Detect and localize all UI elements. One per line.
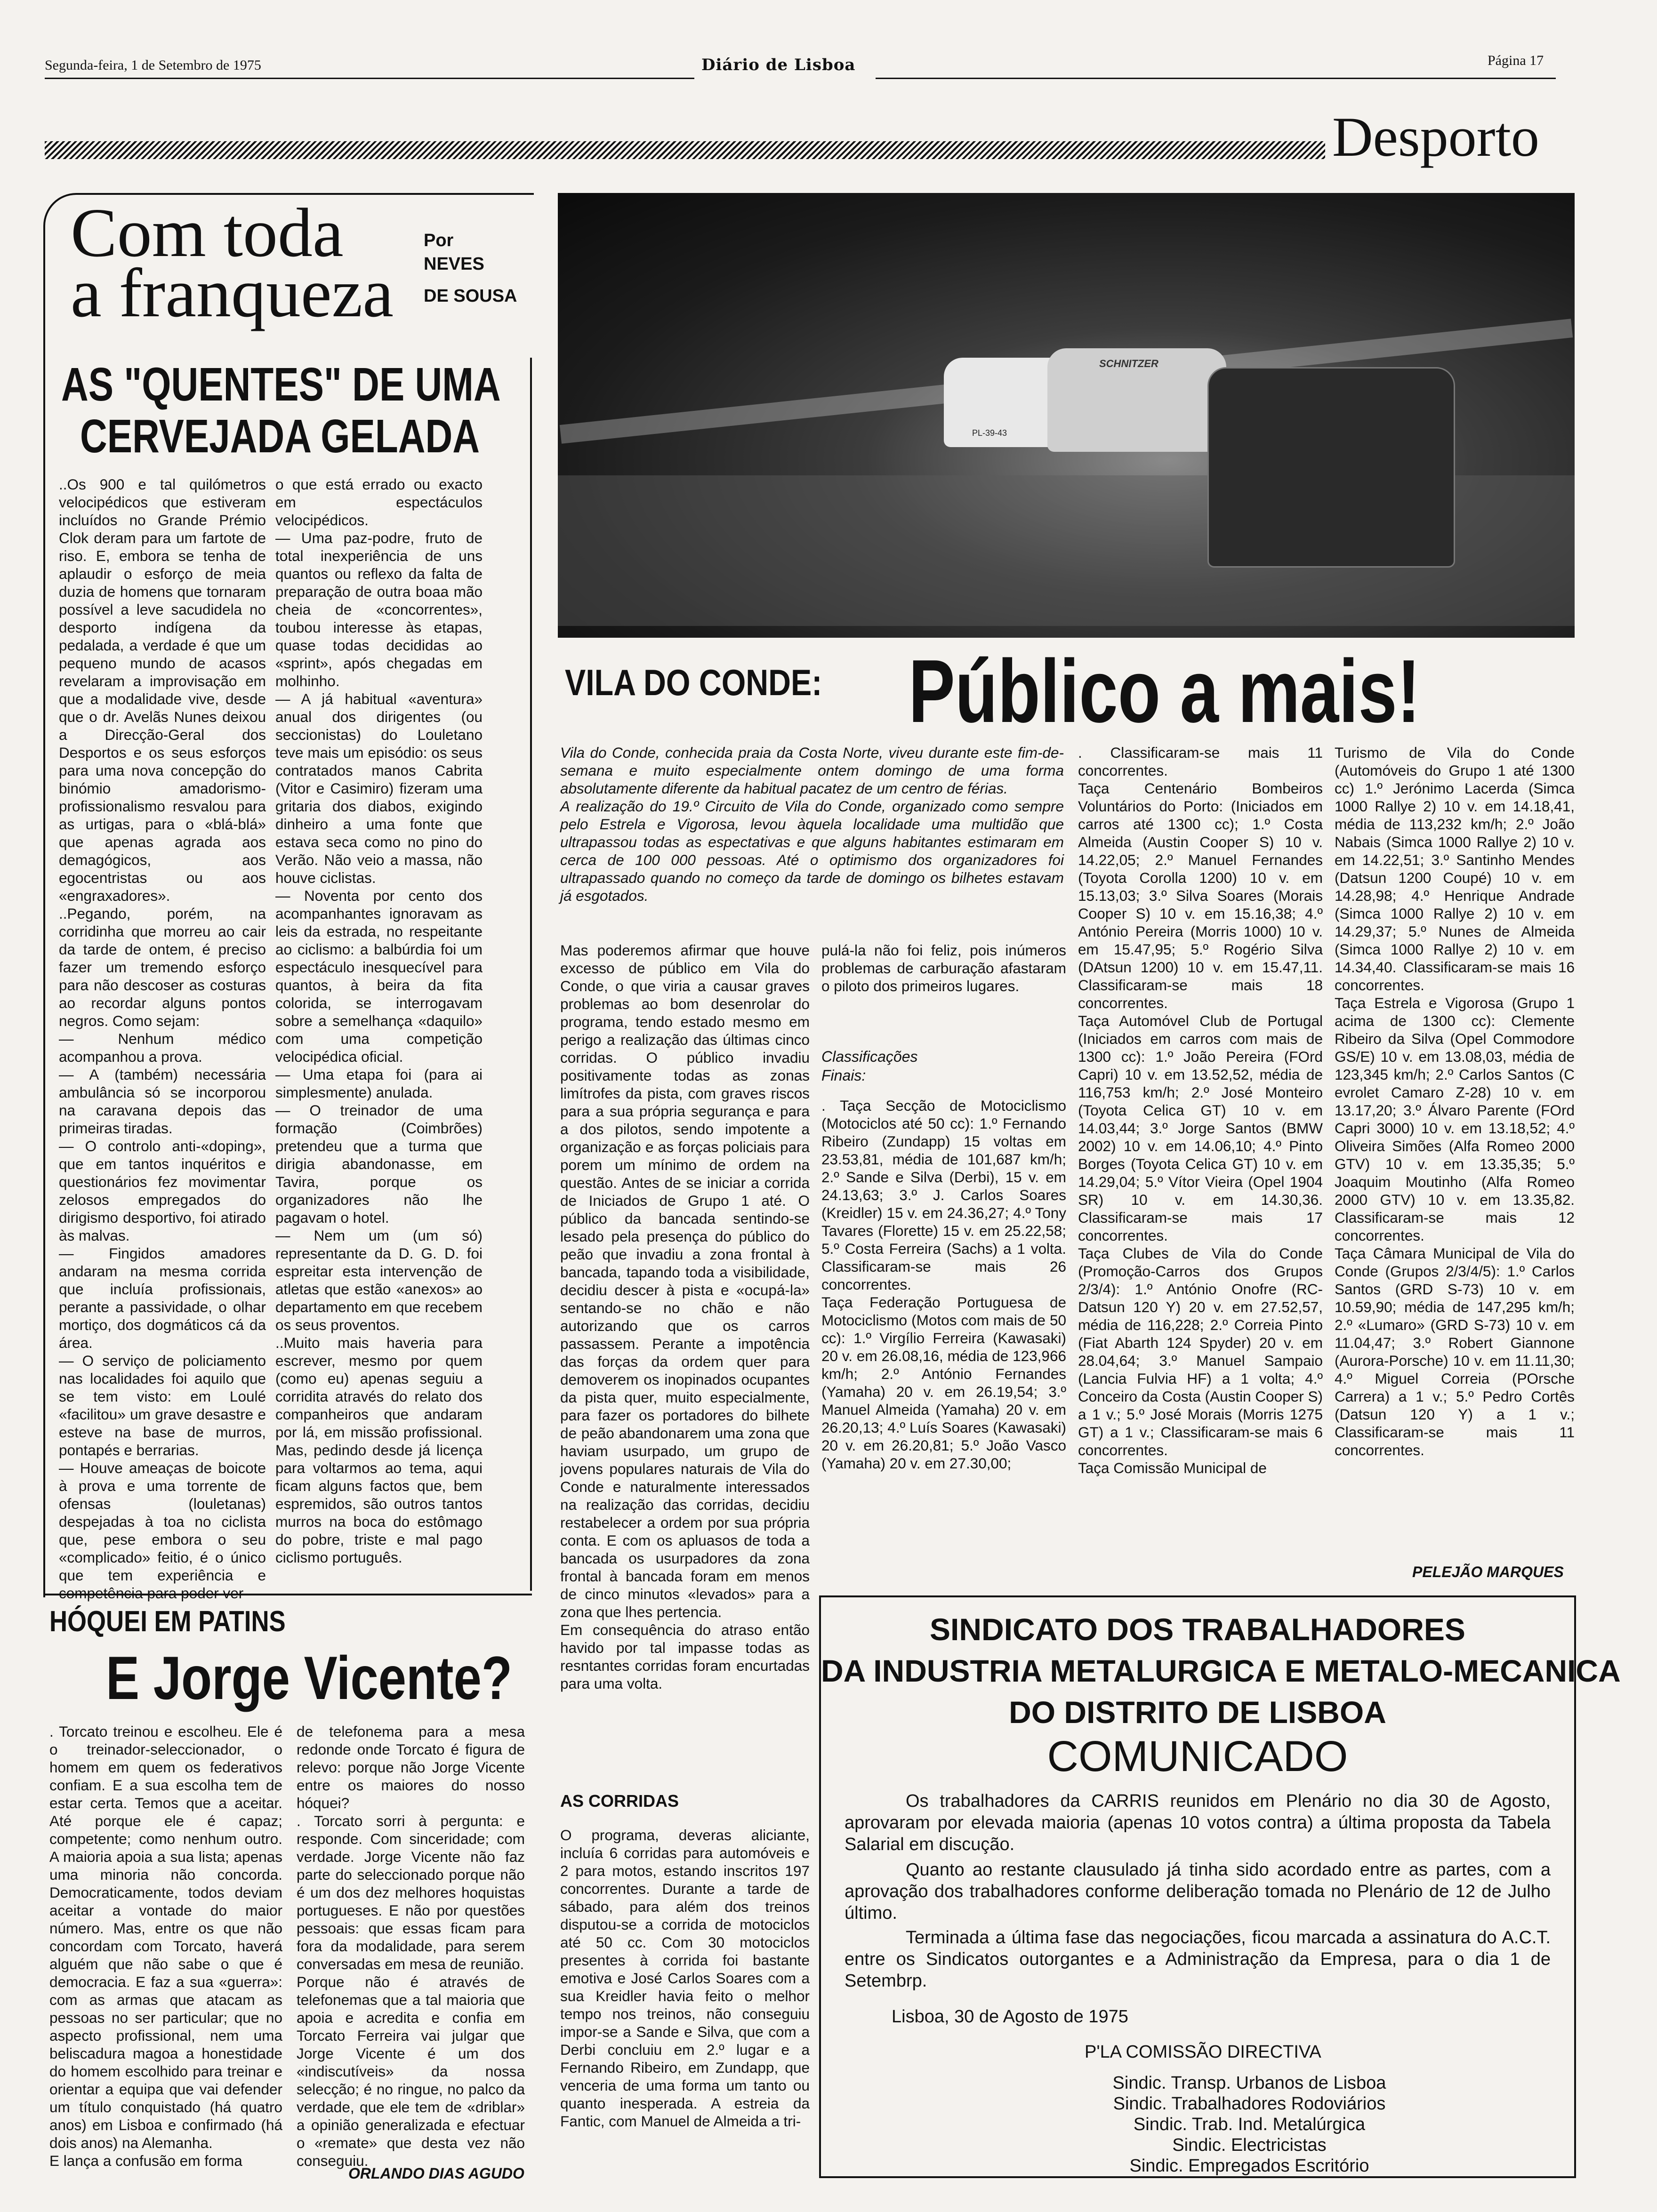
column-title-line2: a franqueza	[71, 255, 394, 332]
sindicato-paragraph1: Os trabalhadores da CARRIS reunidos em Plenário no dia 30 de Agosto, aprovaram por elevada maioria (apenas 10 votos contra) a última proposta da Tabela Salarial em discução.	[845, 1791, 1551, 1854]
section-hatch-band	[45, 141, 1325, 159]
hoquei-kicker: HÓQUEI EM PATINS	[49, 1605, 286, 1638]
vila-kicker: VILA DO CONDE:	[565, 662, 822, 703]
column-frame-right-line	[530, 358, 532, 1591]
vila-text-col1: Mas poderemos afirmar que houve excesso de público em Vila do Conde, o que viria a causar graves problemas ao bom desenrolar do programa, tendo estado mesmo em perigo a realização das últimas cinco corridas. O público invadiu positivamente todas as zonas limítrofes da pista, com graves riscos para a sua própria segurança e para a dos pilotos, sendo impotente a organização e as forças policiais para porem um mínimo de ordem na questão. Antes de se iniciar a corrida de Iniciados de Grupo 1 até. O público da bancada sentindo-se lesado pela presença do público do peão que invadiu a zona frontal à bancada, tapando toda a visibilidade, decidiu descer à pista e «ocupá-la» sentando-se no chão e não autorizando que os carros passassem. Perante a impotência das forças da ordem quer para demoverem os inopinados ocupantes da pista quer, muito especialmente, para fazer os portadores do bilhete de peão abandonarem uma zona que haviam usurpado, um grupo de jovens populares naturais de Vila do Conde e naturalmente interessados na realização das corridas, decidiu restabelecer a ordem por sua própria conta. E com os apluasos de toda a bancada os usurpadores da zona frontal à bancada foram em menos de cinco minutos «levados» para a zona que lhes pertencia. Em consequência do atraso então havido por tal impasse todas as resntantes corridas foram encurtadas para uma volta.	[560, 942, 810, 1692]
hoquei-headline: E Jorge Vicente?	[106, 1643, 513, 1712]
sindicato-signatory-5: Sindic. Empregados Escritório	[1129, 2156, 1369, 2176]
sindicato-signature-head: P'LA COMISSÃO DIRECTIVA	[1085, 2042, 1321, 2062]
sindicato-signatories	[1085, 2073, 1414, 2176]
hoquei-byline: ORLANDO DIAS AGUDO	[348, 2165, 524, 2182]
column-headline-line2: CERVEJADA GELADA	[80, 410, 480, 463]
sindicato-signatory-2: Sindic. Trabalhadores Rodoviários	[1113, 2094, 1386, 2114]
race-photo-car-dark	[1207, 367, 1455, 568]
vila-text-col2b: . Taça Secção de Motociclismo (Motociclos até 50 cc): 1.º Fernando Ribeiro (Zundapp) 15 voltas em 23.53,81, média de 101,687 km/h; 2.º Sande e Silva (Derbi), 15 v. em 24.13,63; 3.º J. Carlos Soares (Kreidler) 15 v. em 24.36,27; 4.º Tony Tavares (Florette) 15 v. em 25.22,58; 5.º Costa Ferreira (Sachs) a 1 volta. Classificaram-se mais 26 concorrentes. Taça Federação Portuguesa de Motociclismo (Motos com mais de 50 cc): 1.º Virgílio Ferreira (Kawasaki) 20 v. em 26.08,16, média de 123,966 km/h; 2.º António Fernandes (Yamaha) 20 v. em 26.19,54; 3.º Manuel Almeida (Yamaha) 20 v. em 26.20,13; 4.º Luís Soares (Kawasaki) 20 v. em 26.20,81; 5.º João Vasco (Yamaha) 20 v. em 27.30,00;	[821, 1097, 1066, 1472]
sindicato-date: Lisboa, 30 de Agosto de 1975	[892, 2007, 1128, 2027]
vila-text-col3: . Classificaram-se mais 11 concorrentes. Taça Centenário Bombeiros Voluntários do Porto: (Iniciados em carros até 1300 cc); 1.º Costa Almeida (Austin Cooper S) 10 v. 14.22,05; 2.º Manuel Fernandes (Toyota Corolla 1200) 10 v. em 15.13,03; 3.º Silva Soares (Morais Cooper S) 10 v. em 15.16,38; 4.º António Pereira (Morris 1000) 10 v. em 15.47,95; 5.º Rogério Silva (DAtsun 1200) 10 v. em 15.47,11. Classificaram-se mais 18 concorrentes. Taça Automóvel Club de Portugal (Iniciados em carros com mais de 1300 cc): 1.º João Pereira (FOrd Capri) 10 v. em 13.52,52, média de 116,753 km/h; 2.º José Monteiro (Toyota Celica GT) 10 v. em 14.03,44; 3.º Jorge Santos (BMW 2002) 10 v. em 14.06,10; 4.º Pinto Borges (Toyota Celica GT) 10 v. em 14.29,04; 5.º Vítor Vieira (Opel 1904 SR) 10 v. em 14.30,36. Classificaram-se mais 17 concorrentes. Taça Clubes de Vila do Conde (Promoção-Carros dos Grupos 2/3/4): 1.º António Onofre (RC-Datsun 120 Y) 20 v. em 27.52,57, média de 116,228; 2.º Correia Pinto (Fiat Abarth 124 Spyder) 20 v. em 28.04,64; 3.º Manuel Sampaio (Lancia Fulvia HF) a 1 volta; 4.º Conceiro da Costa (Austin Cooper S) a 1 v.; 5.º José Morais (Morris 1275 GT) a 1 v.; Classificaram-se mais 6 concorrentes. Taça Comissão Municipal de	[1078, 744, 1323, 1476]
masthead: Diário de Lisboa	[701, 56, 856, 74]
vila-byline: PELEJÃO MARQUES	[1412, 1563, 1564, 1580]
vila-text-col2a: pulá-la não foi feliz, pois inúmeros problemas de carburação afastaram o piloto dos primeiros lugares.	[821, 942, 1066, 994]
sindicato-paragraph2: Quanto ao restante clausulado já tinha sido acordado entre as partes, com a aprovação dos trabalhadores conforme deliberação tomada no Plenário de 12 de Julho último.	[845, 1860, 1551, 1923]
sindicato-signatory-3: Sindic. Trab. Ind. Metalúrgica	[1133, 2115, 1366, 2134]
sindicato-signatory-1: Sindic. Transp. Urbanos de Lisboa	[1112, 2073, 1386, 2093]
section-title: Desporto	[1332, 105, 1539, 168]
race-photo-car-label: SCHNITZER	[1099, 358, 1158, 369]
column-text-col1: ..Os 900 e tal quilómetros velocipédicos que estiveram incluídos no Grande Prémio Clok deram para um fartote de riso. E, embora se tenha de aplaudir o esforço de meia duzia de homens que tornaram possível a leve sacudidela no desporto indígena da pedalada, a verdade é que um pequeno mundo de acasos revelaram a improvisação em que a modalidade vive, desde que o dr. Avelãs Nunes deixou a Direcção-Geral dos Desportos e os seus esforços para uma nova concepção do binómio amadorismo-profissionalismo resvalou para as urtigas, para o «blá-blá» que apenas agrada aos demagógicos, aos egocentristas ou aos «engraxadores». ..Pegando, porém, na corridinha que morreu ao cair da tarde de ontem, é preciso fazer um tremendo esforço para não descoser as costuras ao recordar alguns pontos negros. Como sejam: — Nenhum médico acompanhou a prova. — A (também) necessária ambulância só se incorporou na caravana depois das primeiras tiradas. — O controlo anti-«doping», que em tantos inquéritos e questionários fez movimentar zelosos empregados do dirigismo desportivo, foi atirado às malvas. — Fingidos amadores andaram na mesma corrida que incluía profissionais, perante a passividade, o olhar mortiço, dos dogmáticos cá da área. — O serviço de policiamento nas localidades foi aquilo que se tem visto: em Loulé «facilitou» um grave desastre e esteve na base de murros, pontapés e berrarias. — Houve ameaças de boicote à prova e uma torrente de ofensas (louletanas) despejadas à toa no ciclista que, pese embora o seu «complicado» feitio, é o único que tem experiência e competência para poder ver	[59, 476, 266, 1602]
vila-corridas-head: AS CORRIDAS	[560, 1791, 679, 1811]
sindicato-title1: SINDICATO DOS TRABALHADORES	[930, 1612, 1465, 1647]
byline-name1: NEVES	[424, 254, 484, 274]
vila-classificacoes-head: Classificações Finais:	[821, 1048, 918, 1084]
column-headline-line1: AS "QUENTES" DE UMA	[61, 358, 501, 411]
vila-lead: Vila do Conde, conhecida praia da Costa Norte, viveu durante este fim-de-semana e muito especialmente ontem domingo de uma forma absolutamente diferente da habitual pacatez de um centro de férias. A realização do 19.º Circuito de Vila do Conde, organizado como sempre pelo Estrela e Vigorosa, levou àquela localidade uma multidão que ultrapassou todas as espectativas e que alguns habitantes estimaram em cerca de 100 000 pessoas. Até o optimismo dos organizadores foi ultrapassado quando no começo da tarde de domingo os bilhetes estavam já esgotados.	[560, 744, 1064, 904]
sindicato-signatory-4: Sindic. Electricistas	[1172, 2135, 1327, 2155]
hoquei-text-col2: de telefonema para a mesa redonde onde Torcato é figura de relevo: porque não Jorge Vicente entre os maiores do nosso hóquei? . Torcato sorri à pergunta: e responde. Com sinceridade; com verdade. Jorge Vicente não faz parte do seleccionado porque não é um dos dez melhores hoquistas portugueses. E não por questões pessoais: que essas ficam para fora da modalidade, para serem conversadas em mesa de reunião. Porque não é através de telefonemas que a tal maioria que apoia e acredita e confia em Torcato Ferreira vai julgar que Jorge Vicente é um dos «indiscutíveis» da nossa selecção; é no ringue, no palco da verdade, que ele tem de «driblar» a opinião generalizada e efectuar o «remate» que desta vez não conseguiu.	[297, 1723, 525, 2169]
byline-por: Por	[424, 231, 454, 250]
vila-text-col4: Turismo de Vila do Conde (Automóveis do Grupo 1 até 1300 cc) 1.º Jerónimo Lacerda (Simca 1000 Rallye 2) 10 v. em 14.18,41, média de 113,232 km/h; 2.º João Nabais (Simca 1000 Rallye 2) 10 v. em 14.22,51; 3.º Santinho Mendes (Datsun 1200 Coupé) 10 v. em 14.28,98; 4.º Henrique Andrade (Simca 1000 Rallye 2) 10 v. em 14.29,37; 5.º Nunes de Almeida (Simca 1000 Rallye 2) 10 v. em 14.34,40. Classificaram-se mais 16 concorrentes. Taça Estrela e Vigorosa (Grupo 1 acima de 1300 cc): Clemente Ribeiro da Silva (Opel Commodore GS/E) 10 v. em 13.08,03, média de 123,345 km/h; 2.º Carlos Santos (C evrolet Camaro Z-28) 10 v. em 13.17,20; 3.º Álvaro Parente (FOrd Capri 3000) 10 v. em 13.18,52; 4.º Oliveira Simões (Alfa Romeo 2000 GTV) 10 v. em 13.35,35; 5.º Joaquim Moutinho (Alfa Romeo 2000 GTV) 10 v. em 13.35,82. Classificaram-se mais 12 concorrentes. Taça Câmara Municipal de Vila do Conde (Grupos 2/3/4/5): 1.º Carlos Santos (GRD S-73) 10 v. em 10.59,90; média de 147,295 km/h; 2.º «Lumaro» (GRD S-73) 10 v. em 11.04,47; 3.º Robert Giannone (Aurora-Porsche) 10 v. em 11.11,30; 4.º Miguel Correia (POrsche Carrera) a 1 v.; 5.º Pedro Cortês (Datsun 120 Y) a 1 v.; Classificaram-se mais 11 concorrentes.	[1335, 744, 1575, 1459]
race-photo-plate: PL-39-43	[972, 428, 1007, 438]
race-photo	[558, 193, 1575, 638]
header-date: Segunda-feira, 1 de Setembro de 1975	[45, 57, 261, 73]
sindicato-notice	[819, 1595, 1621, 2178]
column-text-col2: o que está errado ou exacto em espectáculos velocipédicos. — Uma paz-podre, fruto de total inexperiência de uns quantos ou reflexo da falta de preparação de outra boaa mão cheia de «concorrentes», toubou interesse às etapas, quase todas decididas ao «sprint», após chegadas em molhinho. — A já habitual «aventura» anual dos dirigentes (ou seccionistas) do Louletano teve mais um episódio: os seus contratados manos Cabrita (Vitor e Casimiro) fizeram uma gritaria dos diabos, exigindo dinheiro a uma fonte que estava seca como no pino do Verão. Não veio a massa, não houve ciclistas. — Noventa por cento dos acompanhantes ignoravam as leis da estrada, no respeitante ao ciclismo: a balbúrdia foi um espectáculo inesquecível para quantos, à beira da fita colorida, se interrogavam sobre a semelhança «daquilo» com uma competição velocipédica oficial. — Uma etapa foi (para ai simplesmente) anulada. — O treinador de uma formação (Coimbrões) pretendeu que a turma que dirigia abandonasse, em Tavira, porque os organizadores não lhe pagavam o hotel. — Nem um (um só) representante da D. G. D. foi espreitar esta intervenção de atletas que estão «anexos» ao departamento em que recebem os seus proventos. ..Muito mais haveria para escrever, mesmo por quem (como eu) apenas seguiu a corridita através do relato dos companheiros que andaram por lá, em missão profissional. Mas, pedindo desde já licença para voltarmos ao tema, aqui ficam alguns factos que, bem espremidos, são outros tantos murros na boca do estômago do pobre, triste e mal pago ciclismo português.	[275, 476, 483, 1566]
vila-headline: Público a mais!	[909, 641, 1421, 741]
sindicato-title3: DO DISTRITO DE LISBOA	[1009, 1695, 1386, 1730]
column-title-line1: Com toda	[71, 194, 344, 272]
header-rule-left	[45, 78, 694, 79]
sindicato-paragraph3: Terminada a última fase das negociações, ficou marcada a assinatura do A.C.T. entre os Sindicatos outorgantes e a Administração da Empresa, para o dia 1 de Setembrp.	[845, 1928, 1551, 1991]
sindicato-title2: DA INDUSTRIA METALURGICA E METALO-MECANICA	[821, 1653, 1621, 1688]
header-rule-right	[876, 78, 1556, 79]
byline-name2: DE SOUSA	[424, 286, 517, 306]
page-number: Página 17	[1488, 53, 1544, 68]
vila-corridas-text: O programa, deveras aliciante, incluía 6 corridas para automóveis e 2 para motos, estando inscritos 197 concorrentes. Durante a tarde de sábado, para além dos treinos disputou-se a corrida de motociclos até 50 cc. Com 30 motociclos presentes à corrida foi bastante emotiva e José Carlos Soares com a sua Kreidler havia feito o melhor tempo nos treinos, não conseguiu impor-se a Sande e Silva, que com a Derbi concluiu em 2.º lugar e a Fernando Ribeiro, em Zundapp, que venceria de uma forma um tanto ou quanto inesperada. A estreia da Fantic, com Manuel de Almeida a tri-	[560, 1827, 810, 2130]
hoquei-text-col1: . Torcato treinou e escolheu. Ele é o treinador-seleccionador, o homem em quem os federativos confiam. E a sua escolha tem de estar certa. Temos que a aceitar. Até porque ele é capaz; competente; como nenhum outro. A maioria apoia a sua lista; apenas uma minoria não concorda. Democraticamente, todos deviam aceitar a vontade do maior número. Mas, entre os que não concordam com Torcato, haverá alguém que não sabe o que é democracia. E faz a sua «guerra»: com as armas que atacam as pessoas no ser particular; que no aspecto profissional, nem uma beliscadura magoa a honestidade do homem escolhido para treinar e orientar a equipa que vai defender um título conquistado (há quatro anos) em Lisboa e confirmado (há dois anos) na Alemanha. E lança a confusão em forma	[49, 1723, 282, 2169]
sindicato-title4: COMUNICADO	[1047, 1732, 1348, 1780]
